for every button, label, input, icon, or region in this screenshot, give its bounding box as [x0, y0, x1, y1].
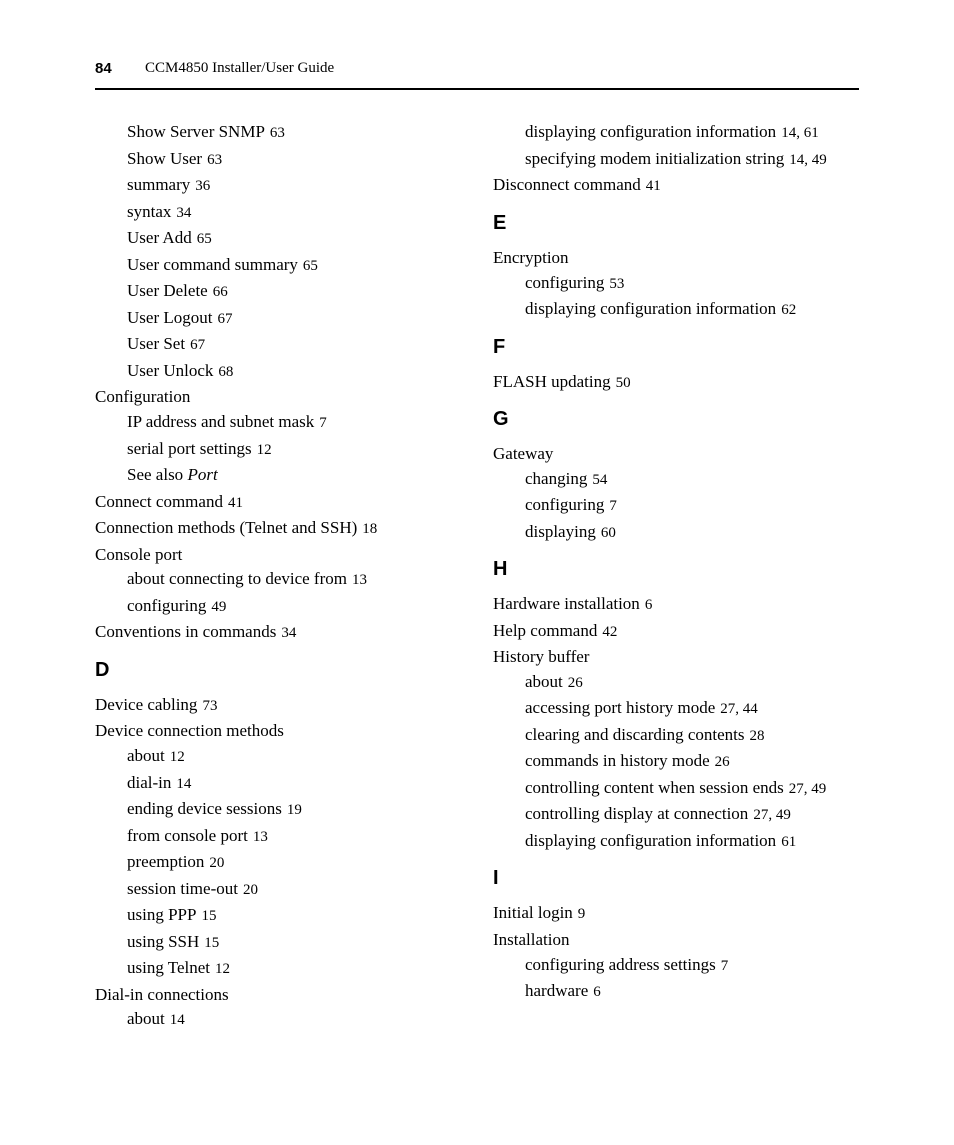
index-page-numbers: 53	[609, 276, 625, 292]
index-entry	[493, 175, 661, 196]
index-subentry	[95, 958, 230, 979]
index-page-numbers: 65	[302, 258, 318, 274]
index-term: Initial login	[493, 903, 573, 922]
index-page-numbers: 15	[204, 935, 220, 951]
index-page-numbers: 66	[212, 284, 228, 300]
index-term: session time-out	[127, 879, 238, 898]
index-page-numbers: 63	[207, 152, 223, 168]
index-page-numbers: 12	[169, 749, 185, 765]
index-subentry	[95, 439, 272, 460]
index-term: configuring	[127, 596, 207, 615]
index-subentry	[95, 202, 191, 223]
index-term: Show User	[127, 149, 203, 168]
index-page-numbers: 7	[319, 415, 327, 431]
index-term: Encryption	[493, 248, 569, 267]
index-page-numbers: 7	[720, 958, 729, 974]
index-subentry	[493, 778, 826, 799]
index-page-numbers: 14	[176, 776, 192, 792]
index-subentry	[95, 905, 216, 926]
index-term: Conventions in commands	[95, 622, 277, 641]
index-page-numbers: 49	[211, 599, 227, 615]
index-term: commands in history mode	[525, 751, 710, 770]
index-page-numbers: 7	[609, 498, 617, 514]
index-page-numbers: 6	[593, 984, 601, 1000]
index-page-numbers: 61	[781, 834, 797, 850]
index-page-numbers: 14	[169, 1012, 185, 1028]
index-term: User Add	[127, 228, 192, 247]
index-page-numbers: 62	[781, 302, 797, 318]
index-subentry	[493, 751, 730, 772]
index-term: configuring address settings	[525, 955, 716, 974]
index-page-numbers: 13	[252, 829, 268, 845]
index-entry	[493, 444, 553, 464]
index-term: History buffer	[493, 647, 590, 666]
index-term: displaying configuration information	[525, 299, 777, 318]
index-term: hardware	[525, 981, 589, 1000]
index-term: syntax	[127, 202, 172, 221]
index-subentry	[493, 981, 601, 1002]
index-page-numbers: 41	[227, 495, 243, 511]
index-term: using PPP	[127, 905, 197, 924]
index-subentry	[95, 122, 285, 143]
index-term: ending device sessions	[127, 799, 282, 818]
index-page-numbers: 9	[577, 906, 586, 922]
index-subentry	[493, 804, 791, 825]
index-subentry	[493, 122, 819, 143]
index-term: using SSH	[127, 932, 200, 951]
page-number: 84	[95, 60, 112, 77]
index-entry	[95, 721, 284, 741]
index-term: from console port	[127, 826, 248, 845]
index-subentry	[95, 361, 233, 382]
index-subentry	[493, 831, 796, 852]
index-term: User command summary	[127, 255, 298, 274]
index-entry	[95, 387, 190, 407]
index-subentry	[95, 1009, 185, 1030]
index-page-numbers: 67	[190, 337, 206, 353]
index-page-numbers: 73	[202, 698, 218, 714]
index-page-numbers: 20	[209, 855, 225, 871]
index-section-letter: H	[493, 558, 508, 580]
index-term: Show Server SNMP	[127, 122, 265, 141]
index-term-text: See also	[127, 465, 184, 484]
index-subentry	[95, 308, 232, 329]
index-page-numbers: 6	[644, 597, 653, 613]
index-cross-reference: Port	[187, 465, 218, 484]
index-subentry	[493, 495, 617, 516]
index-column-right	[493, 0, 863, 1145]
index-section-letter: D	[95, 659, 110, 681]
index-subentry	[493, 273, 624, 294]
index-subentry	[95, 826, 268, 847]
index-term: User Logout	[127, 308, 213, 327]
index-term: Help command	[493, 621, 598, 640]
index-entry	[493, 621, 617, 642]
index-term: displaying configuration information	[525, 122, 777, 141]
index-term: Installation	[493, 930, 570, 949]
index-page-numbers: 36	[195, 178, 211, 194]
index-page-numbers: 41	[645, 178, 661, 194]
index-page-numbers: 27, 49	[788, 781, 827, 797]
index-column-left	[95, 0, 465, 1145]
index-term: using Telnet	[127, 958, 211, 977]
index-entry	[493, 248, 569, 268]
index-term: FLASH updating	[493, 372, 611, 391]
index-subentry	[95, 228, 212, 249]
index-page-numbers: 34	[176, 205, 192, 221]
index-term: controlling display at connection	[525, 804, 749, 823]
index-entry	[493, 930, 569, 950]
index-page-numbers: 54	[592, 472, 608, 488]
index-term: Device cabling	[95, 695, 198, 714]
index-term: Disconnect command	[493, 175, 641, 194]
index-entry	[493, 903, 585, 924]
index-page-numbers: 18	[362, 521, 378, 537]
index-entry	[95, 985, 229, 1005]
index-page-numbers: 60	[600, 525, 616, 541]
index-entry	[95, 492, 243, 513]
index-page-numbers: 14, 61	[781, 125, 819, 141]
index-term: about	[525, 672, 563, 691]
index-page-numbers: 68	[218, 364, 234, 380]
index-section-letter: F	[493, 336, 506, 358]
index-term: serial port settings	[127, 439, 252, 458]
index-page-numbers: 27, 49	[753, 807, 791, 823]
index-subentry	[493, 149, 827, 170]
index-subentry	[493, 698, 758, 719]
index-page-numbers: 65	[196, 231, 212, 247]
index-term: clearing and discarding contents	[525, 725, 745, 744]
index-term: specifying modem initialization string	[525, 149, 785, 168]
index-entry	[95, 518, 377, 539]
index-term: controlling content when session ends	[525, 778, 784, 797]
index-term: summary	[127, 175, 191, 194]
index-term: Hardware installation	[493, 594, 640, 613]
index-section-letter: I	[493, 867, 499, 889]
index-page-numbers: 34	[281, 625, 297, 641]
index-page-numbers: 26	[714, 754, 730, 770]
index-subentry	[493, 299, 796, 320]
index-term: User Unlock	[127, 361, 214, 380]
index-term: Device connection methods	[95, 721, 284, 740]
index-term	[127, 465, 218, 484]
index-page-numbers: 28	[749, 728, 765, 744]
index-term: User Delete	[127, 281, 208, 300]
index-subentry	[95, 596, 226, 617]
index-subentry	[95, 149, 222, 170]
index-subentry	[493, 522, 616, 543]
index-page-numbers: 26	[567, 675, 583, 691]
index-term: Connect command	[95, 492, 223, 511]
index-subentry	[95, 255, 318, 276]
index-page-numbers: 12	[215, 961, 231, 977]
index-section-letter: E	[493, 212, 507, 234]
index-term: configuring	[525, 495, 605, 514]
index-entry	[95, 695, 217, 716]
index-subentry	[95, 852, 224, 873]
index-page-numbers: 42	[602, 624, 618, 640]
index-term: User Set	[127, 334, 186, 353]
index-page-numbers: 19	[286, 802, 302, 818]
index-term: about	[127, 746, 165, 765]
index-term: Gateway	[493, 444, 554, 463]
index-term: Console port	[95, 545, 183, 564]
index-page-numbers: 63	[269, 125, 285, 141]
index-page-numbers: 27, 44	[720, 701, 758, 717]
index-subentry	[95, 465, 218, 485]
index-entry	[493, 594, 652, 615]
index-subentry	[493, 672, 583, 693]
index-subentry	[95, 773, 191, 794]
index-term: dial-in	[127, 773, 172, 792]
document-title: CCM4850 Installer/User Guide	[145, 60, 335, 76]
index-term: accessing port history mode	[525, 698, 716, 717]
index-subentry	[493, 725, 765, 746]
index-entry	[95, 622, 296, 643]
index-entry	[493, 372, 631, 393]
index-subentry	[493, 955, 728, 976]
index-entry	[493, 647, 589, 667]
index-term: Dial-in connections	[95, 985, 229, 1004]
index-subentry	[95, 569, 367, 590]
index-entry	[95, 545, 182, 565]
index-subentry	[95, 175, 210, 196]
index-subentry	[95, 334, 205, 355]
index-subentry	[95, 412, 327, 433]
index-page-numbers: 14, 49	[789, 152, 827, 168]
index-term: about	[127, 1009, 165, 1028]
index-page-numbers: 50	[615, 375, 631, 391]
index-page-numbers: 67	[217, 311, 233, 327]
index-term: Configuration	[95, 387, 191, 406]
index-subentry	[493, 469, 607, 490]
index-term: displaying configuration information	[525, 831, 777, 850]
index-subentry	[95, 932, 219, 953]
index-term: preemption	[127, 852, 205, 871]
index-subentry	[95, 799, 302, 820]
index-term: about connecting to device from	[127, 569, 347, 588]
index-term: Connection methods (Telnet and SSH)	[95, 518, 358, 537]
index-section-letter: G	[493, 408, 509, 430]
index-term: IP address and subnet mask	[127, 412, 315, 431]
index-page-numbers: 12	[256, 442, 272, 458]
index-term: configuring	[525, 273, 605, 292]
index-page-numbers: 20	[242, 882, 258, 898]
index-subentry	[95, 879, 258, 900]
index-term: displaying	[525, 522, 596, 541]
index-subentry	[95, 746, 185, 767]
index-page-numbers: 15	[201, 908, 217, 924]
index-page-numbers: 13	[351, 572, 367, 588]
index-term: changing	[525, 469, 588, 488]
index-subentry	[95, 281, 228, 302]
